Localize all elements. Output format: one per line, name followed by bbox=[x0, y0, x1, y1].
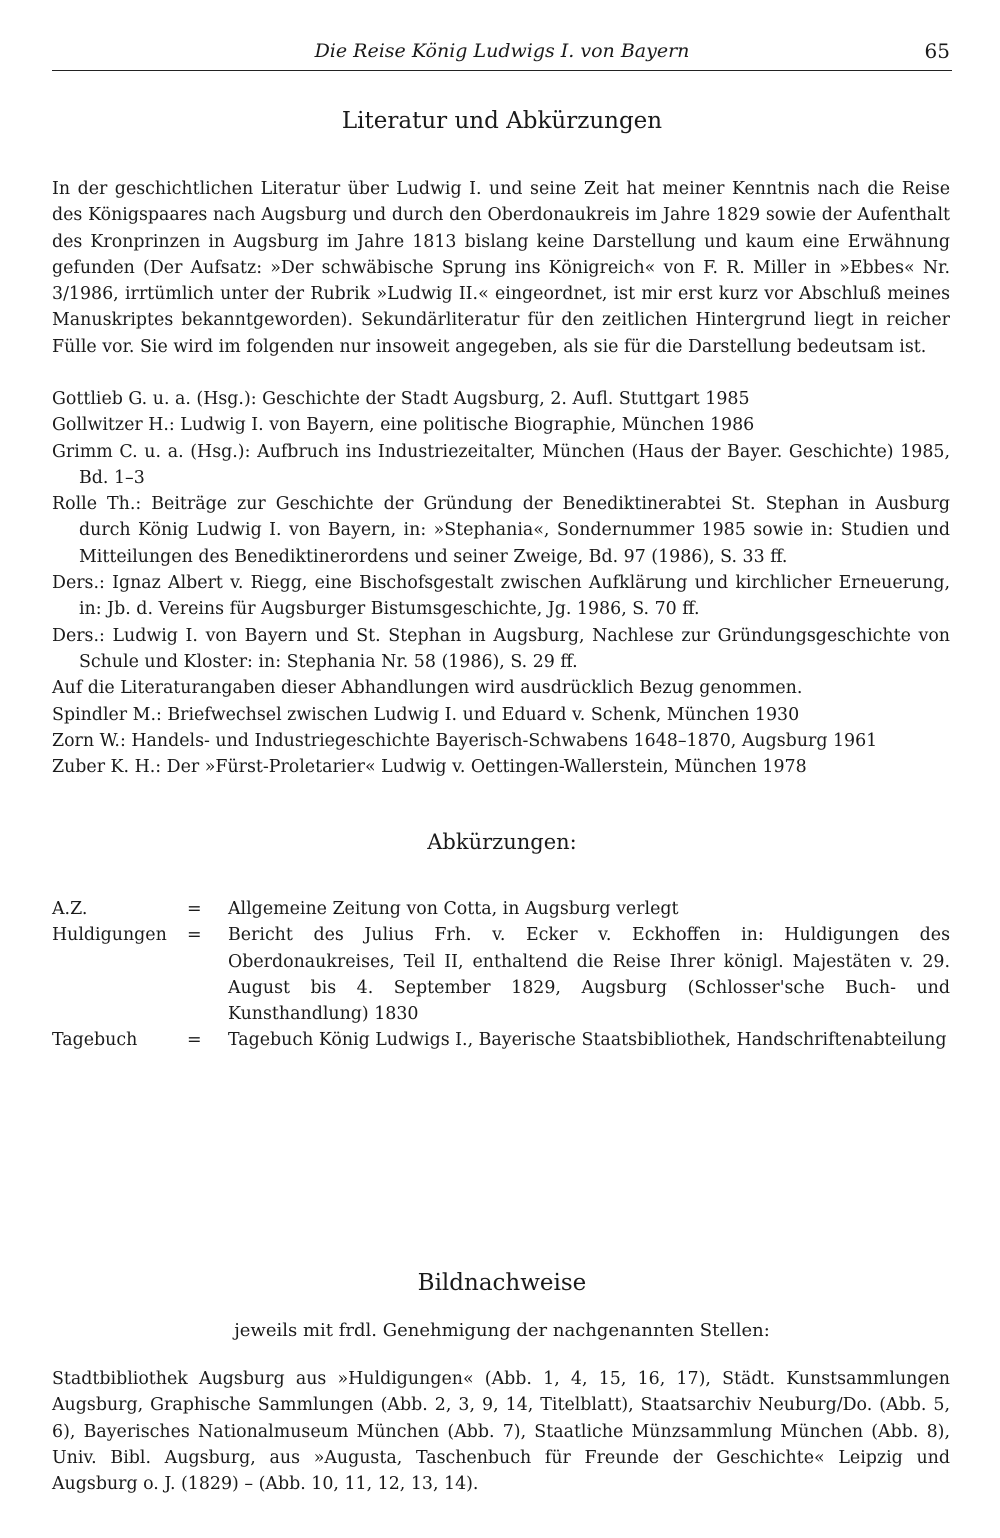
running-title: Die Reise König Ludwigs I. von Bayern bbox=[314, 40, 690, 62]
bibliography-list bbox=[52, 386, 950, 780]
abbreviation-definition: Bericht des Julius Frh. v. Ecker v. Eckhoffen in: Huldigungen des Oberdonaukreises, Teil II, enthaltend die Reise Ihrer königl. Majestäten v. 29. August bis 4. September 1829, Augsburg (Schlosser'sche Buch- und Kunsthandlung) 1830 bbox=[228, 925, 950, 1025]
page-number: 65 bbox=[924, 39, 950, 63]
abbreviation-row bbox=[52, 1027, 950, 1053]
bibliography-entry: Grimm C. u. a. (Hsg.): Aufbruch ins Industriezeitalter, München (Haus der Bayer. Geschichte) 1985, Bd. 1–3 bbox=[52, 441, 950, 488]
bibliography-entry: Spindler M.: Briefwechsel zwischen Ludwig I. und Eduard v. Schenk, München 1930 bbox=[52, 704, 800, 725]
credits-subheading: jeweils mit frdl. Genehmigung der nachgenannten Stellen: bbox=[234, 1320, 770, 1341]
literature-heading: Literatur und Abkürzungen bbox=[341, 108, 663, 134]
abbreviation-key: A.Z. bbox=[52, 899, 88, 919]
abbreviation-key: Tagebuch bbox=[52, 1030, 138, 1051]
literature-intro: In der geschichtlichen Literatur über Ludwig I. und seine Zeit hat meiner Kenntnis nach die Reise des Königspaares nach Augsburg und durch den Oberdonaukreis im Jahre 1829 sowie der Aufenthalt des Kronprinzen in Augsburg im Jahre 1813 bislang keine Darstellung und kaum eine Erwähnung gefunden (Der Aufsatz: »Der schwäbische Sprung ins Königreich« von F. R. Miller in »Ebbes« Nr. 3/1986, irrtümlich unter der Rubrik »Ludwig II.« eingeordnet, ist mir erst kurz vor Abschluß meines Manuskriptes bekanntgeworden). Sekundärliteratur für den zeitlichen Hintergrund liegt in reicher Fülle vor. Sie wird im folgenden nur insoweit angegeben, als sie für die Darstellung bedeutsam ist. bbox=[52, 179, 950, 357]
bibliography-entry: Ders.: Ignaz Albert v. Riegg, eine Bischofsgestalt zwischen Aufklärung und kirchlicher Erneuerung, in: Jb. d. Vereins für Augsburger Bistumsgeschichte, Jg. 1986, S. 70 ff. bbox=[52, 573, 950, 620]
bibliography-entry: Rolle Th.: Beiträge zur Geschichte der Gründung der Benediktinerabtei St. Stephan in Ausburg durch König Ludwig I. von Bayern, in: »Stephania«, Sondernummer 1985 sowie in: Studien und Mitteilungen des Benediktinerordens und seiner Zweige, Bd. 97 (1986), S. 33 ff. bbox=[52, 494, 950, 567]
credits-heading: Bildnachweise bbox=[417, 1270, 587, 1296]
credits-text: Stadtbibliothek Augsburg aus »Huldigungen« (Abb. 1, 4, 15, 16, 17), Städt. Kunstsammlungen Augsburg, Graphische Sammlungen (Abb. 2, 3, 9, 14, Titelblatt), Staatsarchiv Neuburg/Do. (Abb. 5, 6), Bayerisches Nationalmuseum München (Abb. 7), Staatliche Münzsammlung München (Abb. 8), Univ. Bibl. Augsburg, aus »Augusta, Taschenbuch für Freunde der Geschichte« Leipzig und Augsburg o. J. (1829) – (Abb. 10, 11, 12, 13, 14). bbox=[52, 1369, 950, 1495]
abbreviation-row bbox=[52, 896, 950, 922]
abbreviation-equals: = bbox=[187, 1030, 202, 1051]
abbreviation-key: Huldigungen bbox=[52, 925, 167, 946]
running-head bbox=[52, 36, 952, 71]
bibliography-entry: Gollwitzer H.: Ludwig I. von Bayern, eine politische Biographie, München 1986 bbox=[52, 415, 755, 436]
bibliography-entry: Zorn W.: Handels- und Industriegeschichte Bayerisch-Schwabens 1648–1870, Augsburg 1961 bbox=[52, 730, 878, 751]
bibliography-entry: Gottlieb G. u. a. (Hsg.): Geschichte der Stadt Augsburg, 2. Aufl. Stuttgart 1985 bbox=[52, 389, 750, 409]
bibliography-entry: Ders.: Ludwig I. von Bayern und St. Stephan in Augsburg, Nachlese zur Gründungsgeschichte von Schule und Kloster: in: Stephania Nr. 58 (1986), S. 29 ff. bbox=[52, 625, 950, 672]
bibliography-note: Auf die Literaturangaben dieser Abhandlungen wird ausdrücklich Bezug genommen. bbox=[52, 678, 803, 699]
abbreviations-table bbox=[52, 896, 950, 1054]
bibliography-entry: Zuber K. H.: Der »Fürst-Proletarier« Ludwig v. Oettingen-Wallerstein, München 1978 bbox=[52, 757, 807, 778]
abbreviation-equals: = bbox=[187, 899, 202, 919]
abbreviations-heading: Abkürzungen: bbox=[427, 830, 577, 854]
abbreviation-equals: = bbox=[187, 925, 202, 946]
abbreviation-row bbox=[52, 922, 950, 1027]
abbreviation-definition: Allgemeine Zeitung von Cotta, in Augsburg verlegt bbox=[228, 899, 679, 919]
abbreviation-definition: Tagebuch König Ludwigs I., Bayerische Staatsbibliothek, Handschriftenabteilung bbox=[228, 1030, 947, 1051]
